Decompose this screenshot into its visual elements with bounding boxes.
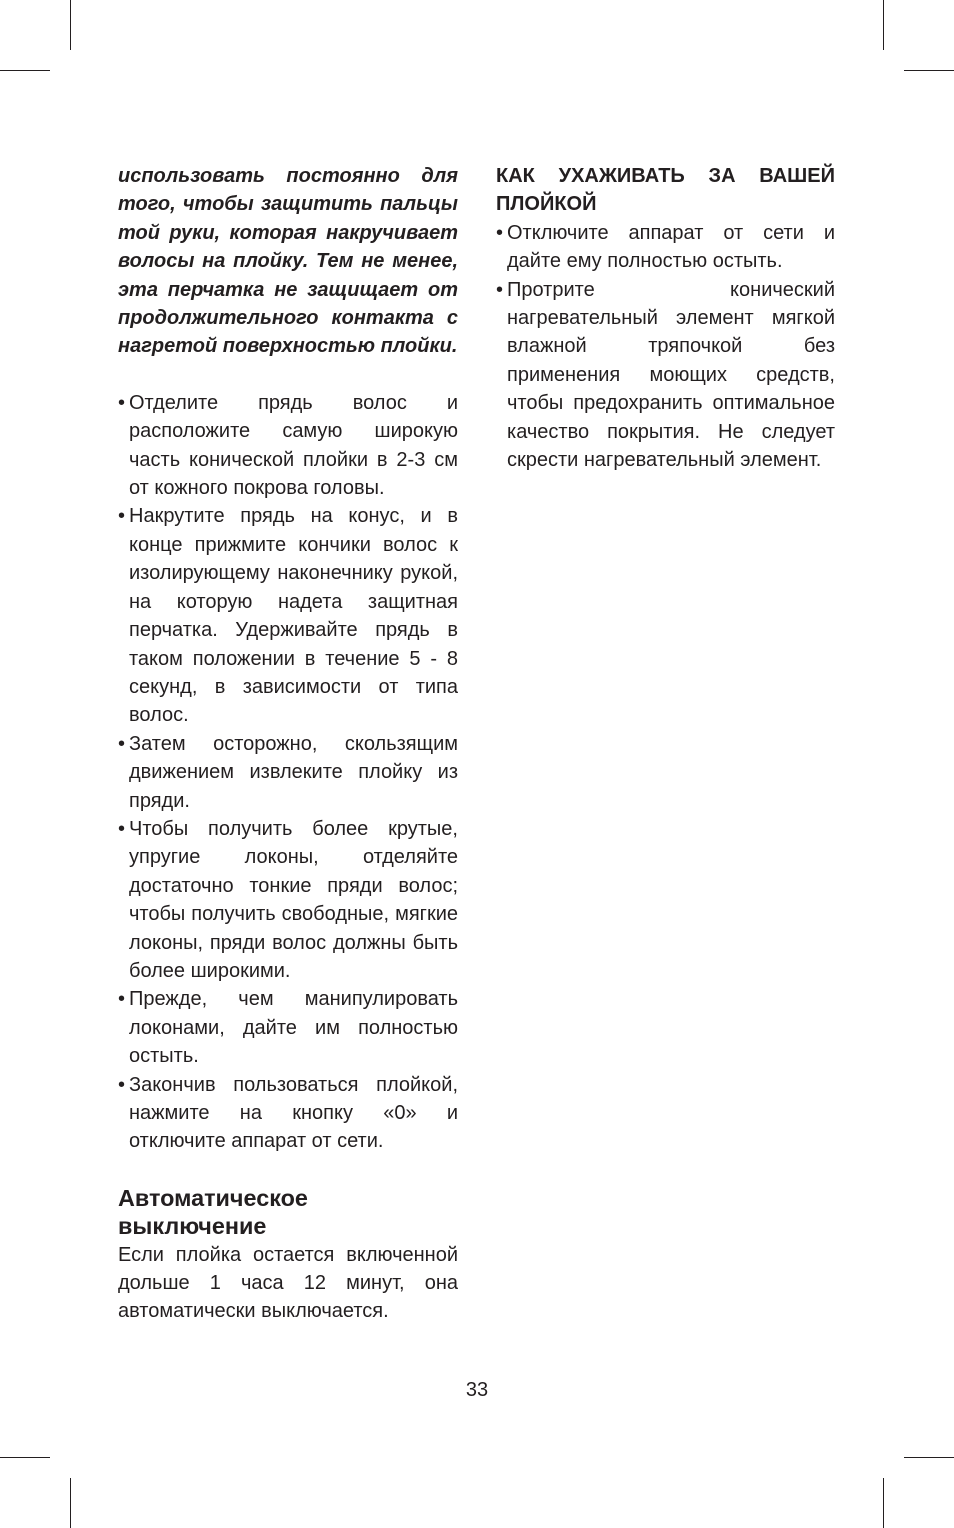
bullet-icon: • (118, 817, 126, 840)
list-item: • Отключите аппарат от сети и дайте ему полностью остыть. (496, 219, 835, 276)
intro-note: использовать постоянно для того, чтобы защитить пальцы той руки, которая накручивает волосы на плойку. Тем не менее, эта перчатка не защищает от продолжительного контакта с нагретой поверхностью плойки. (118, 165, 458, 358)
list-item: • Отделите прядь волос и расположите самую широкую часть конической плойки в 2-3 см от кожного покрова головы. (118, 389, 458, 503)
list-item: • Накрутите прядь на конус, и в конце прижмите кончики волос к изолирующему наконечнику рукой, на которую надета защитная перчатка. Удерживайте прядь в таком положении в течение 5 - 8 секунд, в зависимости от типа волос. (118, 502, 458, 729)
list-item: • Чтобы получить более крутые, упругие локоны, отделяйте достаточно тонкие пряди волос; чтобы получить свободные, мягкие локоны, пряди волос должны быть более широкими. (118, 815, 458, 985)
list-item: • Прежде, чем манипулировать локонами, дайте им полностью остыть. (118, 985, 458, 1070)
bullet-icon: • (118, 391, 126, 414)
bullet-icon: • (496, 221, 504, 244)
bullet-icon: • (118, 732, 126, 755)
bullet-icon: • (118, 505, 126, 528)
crop-mark-top-right-horizontal (904, 70, 954, 71)
right-column (496, 162, 835, 474)
crop-mark-top-left-vertical (70, 0, 71, 50)
bullet-icon: • (496, 278, 504, 301)
crop-mark-bottom-right-vertical (883, 1478, 884, 1528)
auto-off-heading: Автоматическое выключение (118, 1184, 308, 1240)
list-item: • Затем осторожно, скользящим движением извлеките плойку из пряди. (118, 730, 458, 815)
crop-mark-bottom-left-horizontal (0, 1457, 50, 1458)
care-instructions-list (496, 219, 835, 475)
page-number: 33 (465, 1379, 489, 1401)
usage-instructions-list (118, 389, 458, 1156)
crop-mark-top-left-horizontal (0, 70, 50, 71)
bullet-icon: • (118, 988, 126, 1011)
bullet-icon: • (118, 1073, 126, 1096)
crop-mark-bottom-right-horizontal (904, 1457, 954, 1458)
auto-off-text: Если плойка остается включенной дольше 1 часа 12 минут, она автоматически выключается. (118, 1243, 458, 1323)
care-section-heading: КАК УХАЖИВАТЬ ЗА ВАШЕЙ ПЛОЙКОЙ (496, 165, 835, 216)
crop-mark-top-right-vertical (883, 0, 884, 50)
list-item: • Протрите конический нагревательный элемент мягкой влажной тряпочкой без применения моющих средств, чтобы предохранить оптимальное качество покрытия. Не следует скрести нагревательный элемент. (496, 276, 835, 475)
list-item: • Закончив пользоваться плойкой, нажмите на кнопку «0» и отключите аппарат от сети. (118, 1071, 458, 1156)
left-column (118, 162, 458, 1326)
crop-mark-bottom-left-vertical (70, 1478, 71, 1528)
